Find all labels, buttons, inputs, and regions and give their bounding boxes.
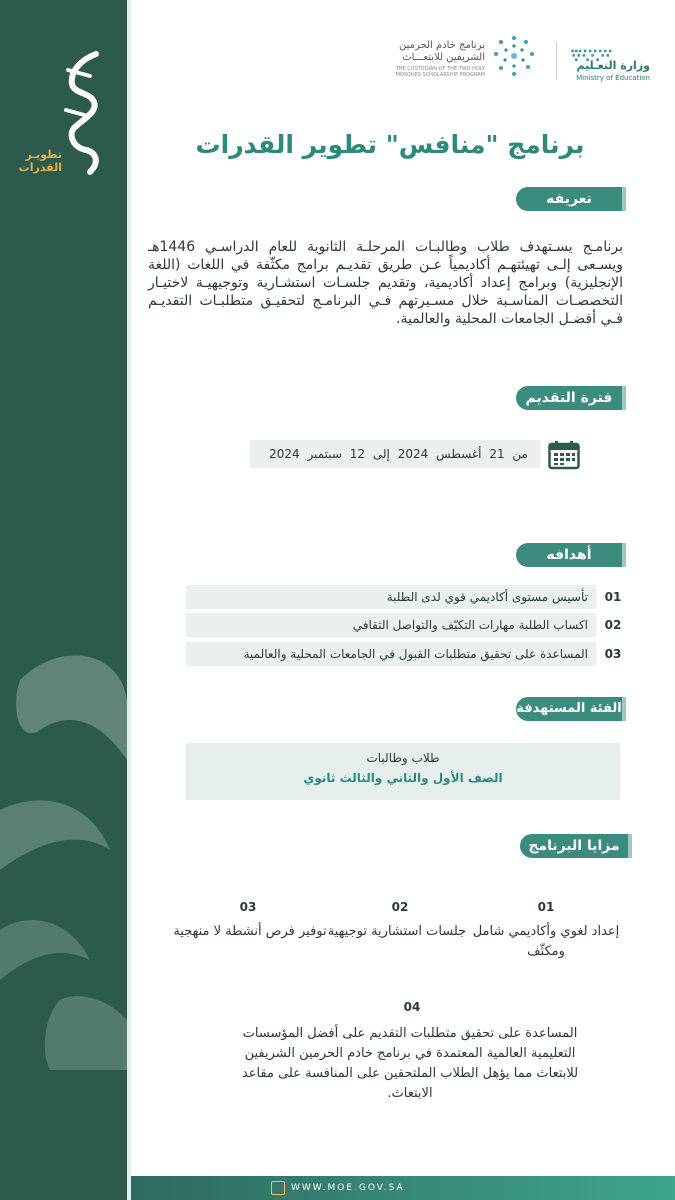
header-separator bbox=[556, 42, 557, 80]
ministry-name-en: Ministry of Education bbox=[576, 74, 650, 82]
feature-text: إعداد لغوي وأكاديمي شامل ومكثّف bbox=[472, 924, 620, 959]
target-line-2: الصف الأول والثاني والثالث ثانوي bbox=[303, 771, 503, 785]
period-dates: من 21 أغسطس 2024 إلى 12 سبتمبر 2024 bbox=[269, 447, 528, 461]
scholarship-name-ar: برنامج خادم الحرمين الشريفين للابتعـــاث bbox=[399, 40, 485, 63]
decorative-calligraphy-icon bbox=[0, 640, 127, 1070]
page-title: برنامج "منافس" تطوير القدرات bbox=[195, 130, 585, 159]
feature-text: المساعدة على تحقيق متطلبات التقديم على أفضل المؤسسات التعليمية العالمية المعتمدة في برنامج خادم الحرمين الشريفين للابتعاث مما يؤهل الطلاب الملتحقين على المنافسة على مقاعد الابتعاث. bbox=[241, 1026, 579, 1101]
feature-number: 02 bbox=[391, 900, 409, 914]
feature-number: 04 bbox=[403, 1000, 421, 1014]
goal-number: 03 bbox=[604, 647, 622, 661]
scholarship-burst-icon bbox=[492, 34, 536, 78]
footer-url[interactable]: WWW.MOE.GOV.SA bbox=[291, 1183, 405, 1193]
section-label-definition: تعريفه bbox=[516, 187, 622, 211]
goal-text: تأسيس مستوى أكاديمي قوي لدى الطلبة bbox=[386, 590, 588, 604]
scholarship-name-en: THE CUSTODIAN OF THE TWO HOLY MOSQUES SCHOLARSHIP PROGRAM bbox=[395, 66, 485, 78]
list-item bbox=[186, 613, 596, 637]
definition-text: برنامـج يسـتهدف طلاب وطالبـات المرحلـة الثانوية للعام الدراسـي 1446هـ ويسـعى إلـى تهيئتهـم أكاديمياً عـن طريق تقديـم برامج مكثّفة في اللغات (اللغة الإنجليزية) وبرامج إعداد أكاديمية، وتقديم جلسـات استشـارية وتوجيهيـة لاختيـار التخصصـات المناسـبة خلال مسـيرتهم فـي البرنامـج لتحقيـق متطلبـات التقديـم فـي أفضـل الجامعات المحلية والعالمية. bbox=[148, 239, 623, 327]
feature-text: جلسات استشارية توجيهية bbox=[327, 924, 467, 939]
list-item bbox=[186, 642, 596, 666]
sidebar bbox=[0, 0, 127, 1200]
footer-logo-icon bbox=[271, 1181, 285, 1195]
calendar-icon bbox=[548, 440, 580, 470]
feature-number: 03 bbox=[239, 900, 257, 914]
goal-text: المساعدة على تحقيق متطلبات القبول في الجامعات المحلية والعالمية bbox=[243, 647, 588, 661]
monafes-logo-icon bbox=[60, 50, 104, 180]
section-label-target: الفئة المستهدفة bbox=[516, 697, 622, 721]
period-row bbox=[250, 440, 540, 468]
goal-number: 01 bbox=[604, 590, 622, 604]
goal-text: اكساب الطلبة مهارات التكيّف والتواصل الثقافي bbox=[352, 618, 588, 632]
goal-number: 02 bbox=[604, 618, 622, 632]
feature-text: توفير فرص أنشطة لا منهجية bbox=[173, 924, 327, 939]
target-box bbox=[186, 743, 620, 800]
sidebar-edge bbox=[127, 0, 131, 1200]
footer-bar bbox=[131, 1176, 675, 1200]
logo-caption: تطويـر القدرات bbox=[18, 148, 62, 174]
list-item bbox=[186, 585, 596, 609]
section-label-period: فترة التقديم bbox=[516, 386, 622, 410]
section-label-goals: أهدافه bbox=[516, 543, 622, 567]
scholarship-logo bbox=[390, 30, 550, 90]
feature-number: 01 bbox=[537, 900, 555, 914]
target-line-1: طلاب وطالبات bbox=[366, 751, 440, 765]
ministry-name-ar: وزارة التعـليم bbox=[576, 59, 650, 72]
section-label-features: مزايا البرنامج bbox=[520, 834, 628, 858]
